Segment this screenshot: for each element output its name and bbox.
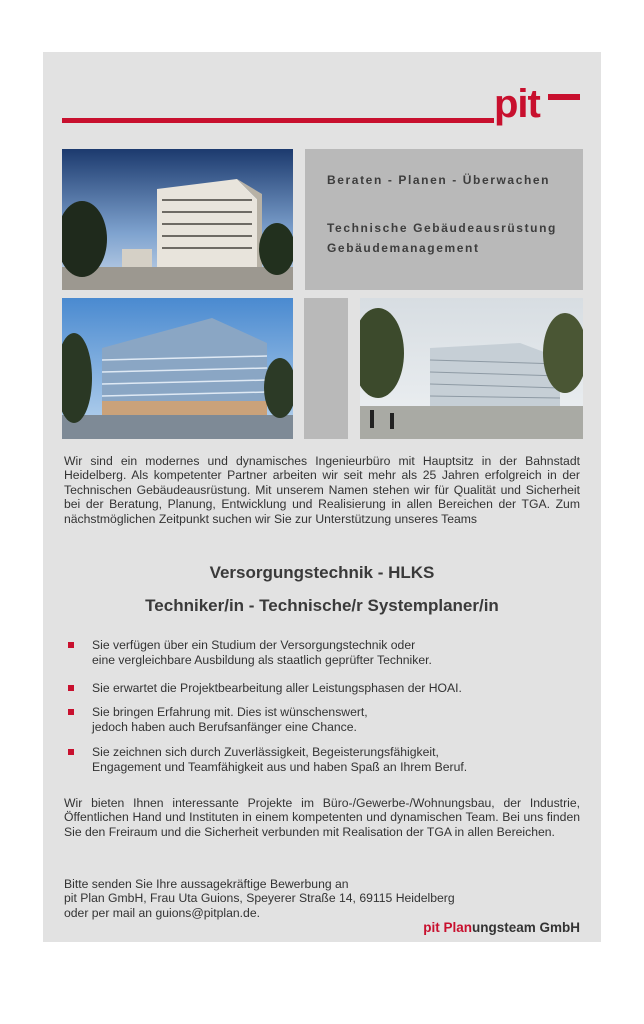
services-box xyxy=(305,149,583,290)
signature-brand: pit Plan xyxy=(423,920,472,935)
application-address: pit Plan GmbH, Frau Uta Guions, Speyerer Straße 14, 69115 Heidelberg xyxy=(64,891,455,906)
building-photo-3 xyxy=(360,298,583,439)
services-line-1: Beraten - Planen - Überwachen xyxy=(327,173,551,187)
offer-text: Wir bieten Ihnen interessante Projekte im Büro-/Gewerbe-/Wohnungsbau, der Industrie, Öffentlichen Hand und Instituten in einem kompetenten und dynamischen Team. Bei uns finden Sie den Freiraum und die Sicherheit verbunden mit Realisation der TGA in allen Bereichen. xyxy=(64,796,580,839)
signature-rest: ungsteam GmbH xyxy=(471,920,580,935)
header-rule xyxy=(62,118,494,123)
bullet-square-icon xyxy=(68,709,74,715)
bullet-square-icon xyxy=(68,749,74,755)
bullet-square-icon xyxy=(68,685,74,691)
application-info xyxy=(64,877,580,920)
services-line-3: Gebäudemanagement xyxy=(327,241,480,255)
job-field-heading: Versorgungstechnik - HLKS xyxy=(209,563,435,582)
intro-text: Wir sind ein modernes und dynamisches Ingenieurbüro mit Hauptsitz in der Bahnstadt Heidelberg. Als kompetenter Partner arbeiten wir seit mehr als 25 Jahren erfolgreich in der Technischen Gebäudeausrüstung. Mit unserem Namen stehen wir für Qualität und Sicherheit bei der Beratung, Planung, Entwicklung und Realisierung in allen Bereichen der TGA. Zum nächstmöglichen Zeitpunkt suchen wir Sie zur Unterstützung unseres Teams xyxy=(64,454,580,526)
building-photo-2 xyxy=(62,298,293,439)
bullet-square-icon xyxy=(68,642,74,648)
logo-dash xyxy=(548,94,580,100)
company-signature xyxy=(423,920,580,935)
logo-text: pit xyxy=(494,82,540,126)
pit-logo xyxy=(494,84,594,128)
job-title-heading: Techniker/in - Technische/r Systemplaner/in xyxy=(145,596,499,615)
application-email[interactable]: oder per mail an guions@pitplan.de. xyxy=(64,905,260,920)
services-line-2: Technische Gebäudeausrüstung xyxy=(327,221,557,235)
building-photo-1 xyxy=(62,149,293,290)
gray-accent-bar xyxy=(304,298,348,439)
application-line-1: Bitte senden Sie Ihre aussagekräftige Bewerbung an xyxy=(64,877,349,891)
